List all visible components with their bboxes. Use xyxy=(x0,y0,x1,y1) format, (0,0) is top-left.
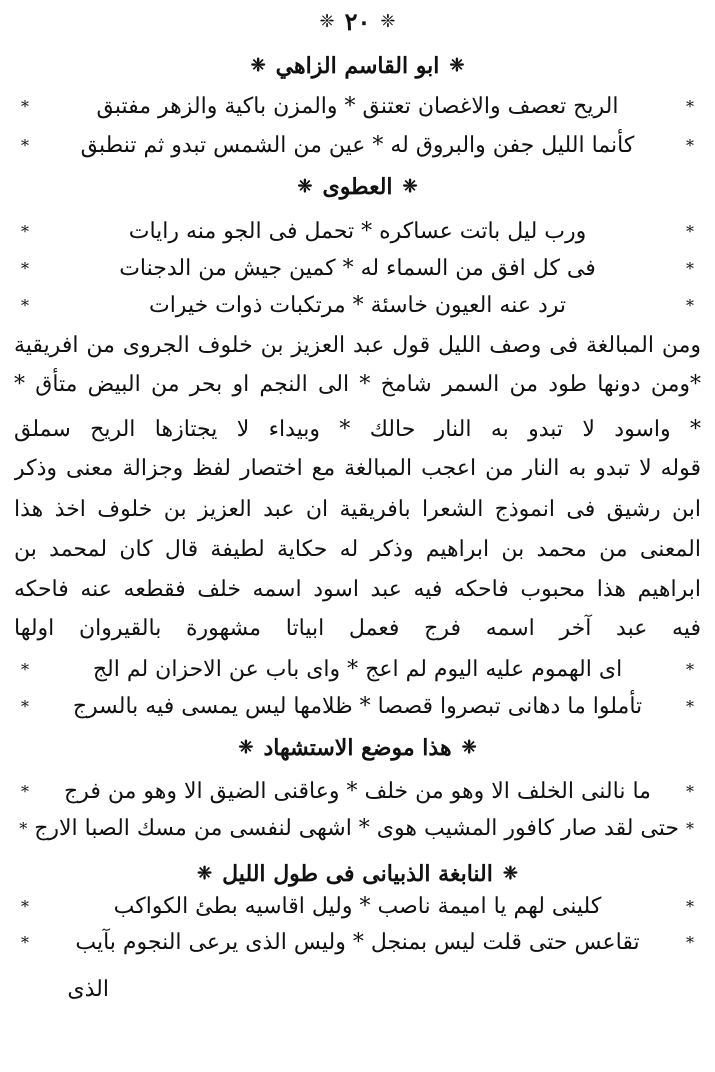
ornament-icon: ❈ xyxy=(402,176,418,197)
star-icon: * xyxy=(686,259,694,278)
star-icon: * xyxy=(21,697,29,716)
star-icon: * xyxy=(21,897,29,916)
verse-text: فى كل افق من السماء له * كمين جيش من الدجنات xyxy=(119,256,596,281)
verse-line xyxy=(14,812,701,846)
star-icon: * xyxy=(21,933,29,952)
star-icon: * xyxy=(21,222,29,241)
ornament-icon: ❈ xyxy=(380,11,396,32)
ornament-icon: ❈ xyxy=(502,863,518,884)
prose-line: قوله لا تبدو به النار من اعجب المبالغة مع اختصار لفظ وجزالة معنى وذكر xyxy=(14,456,701,481)
verse-line xyxy=(14,90,701,124)
star-icon: * xyxy=(21,660,29,679)
section-heading xyxy=(14,857,701,891)
section-heading xyxy=(14,170,701,204)
verse-text: حتى لقد صار كافور المشيب هوى * اشهى لنفسى من مسك الصبا الارج xyxy=(34,816,679,841)
star-icon: * xyxy=(686,136,694,155)
verse-line xyxy=(14,690,701,724)
verse-line xyxy=(14,653,701,687)
star-icon: * xyxy=(686,933,694,952)
heading-text: هذا موضع الاستشهاد xyxy=(263,735,452,761)
verse-text: ما نالنى الخلف الا وهو من خلف * وعاقنى الضيق الا وهو من فرج xyxy=(64,779,651,804)
verse-line xyxy=(14,129,701,163)
prose-line: فيه عبد آخر اسمه فرج فعمل ابياتا مشهورة بالقيروان اولها xyxy=(14,616,701,641)
heading-text: ابو القاسم الزاهي xyxy=(275,53,440,79)
verse-line xyxy=(14,215,701,249)
star-icon: * xyxy=(686,697,694,716)
verse-line xyxy=(14,252,701,286)
verse-line xyxy=(14,289,701,323)
verse-text: كأنما الليل جفن والبروق له * عين من الشمس تبدو ثم تنطبق xyxy=(80,133,635,158)
verse-text: اى الهموم عليه اليوم لم اعج * واى باب عن الاحزان لم الج xyxy=(92,657,623,682)
verse-text: تقاعس حتى قلت ليس بمنجل * وليس الذى يرعى النجوم بآيب xyxy=(75,930,640,955)
prose-line: ومن المبالغة فى وصف الليل قول عبد العزيز بن خلوف الجروى من افريقية xyxy=(14,333,701,358)
star-icon: * xyxy=(21,296,29,315)
ornament-icon: ❈ xyxy=(238,737,254,758)
star-icon: * xyxy=(19,819,28,838)
verse-text: ترد عنه العيون خاسئة * مرتكبات ذوات خيرات xyxy=(148,293,567,318)
star-icon: * xyxy=(686,819,694,838)
star-icon: * xyxy=(686,660,694,679)
star-icon: * xyxy=(21,97,29,116)
page-header xyxy=(14,5,701,39)
ornament-icon: ❈ xyxy=(197,863,213,884)
star-icon: * xyxy=(21,259,29,278)
prose-line: المعنى من محمد بن ابراهيم وذكر له حكاية لطيفة قال كان لمحمد بن xyxy=(14,537,701,562)
prose-line: *ومن دونها طود من السمر شامخ * الى النجم او بحر من البيض متأق * xyxy=(14,372,701,397)
star-icon: * xyxy=(686,97,694,116)
section-heading xyxy=(14,731,701,765)
verse-text: كلينى لهم يا اميمة ناصب * وليل اقاسيه بطئ الكواكب xyxy=(113,894,602,919)
ornament-icon: ❈ xyxy=(250,55,266,76)
catchword: الذى xyxy=(67,977,109,1002)
star-icon: * xyxy=(686,296,694,315)
page-number: ٢٠ xyxy=(344,7,371,36)
star-icon: * xyxy=(21,136,29,155)
heading-text: العطوى xyxy=(322,174,393,200)
verse-text: ورب ليل باتت عساكره * تحمل فى الجو منه رايات xyxy=(128,219,587,244)
prose-line: ابن رشيق فى انموذج الشعرا بافريقية ان عبد العزيز بن خلوف اخذ هذا xyxy=(14,497,701,522)
verse-line xyxy=(14,926,701,960)
star-icon: * xyxy=(21,782,29,801)
verse-line xyxy=(14,775,701,809)
verse-text: الريح تعصف والاغصان تعتنق * والمزن باكية والزهر مفتبق xyxy=(96,94,619,119)
prose-line: * واسود لا تبدو به النار حالك * وبيداء لا يجتازها الريح سملق xyxy=(14,417,701,442)
verse-line xyxy=(14,890,701,924)
ornament-icon: ❈ xyxy=(297,176,313,197)
star-icon: * xyxy=(686,782,694,801)
heading-text: النابغة الذبيانى فى طول الليل xyxy=(222,861,493,887)
ornament-icon: ❈ xyxy=(461,737,477,758)
section-heading xyxy=(14,49,701,83)
prose-line: ابراهيم هذا محبوب فاحكه فيه عبد اسود اسمه خلف فقطعه عنه فاحكه xyxy=(14,577,701,602)
ornament-icon: ❈ xyxy=(319,11,335,32)
star-icon: * xyxy=(686,897,694,916)
verse-text: تأملوا ما دهانى تبصروا قصصا * ظلامها ليس يمسى فيه بالسرج xyxy=(72,694,643,719)
star-icon: * xyxy=(686,222,694,241)
ornament-icon: ❈ xyxy=(449,55,465,76)
